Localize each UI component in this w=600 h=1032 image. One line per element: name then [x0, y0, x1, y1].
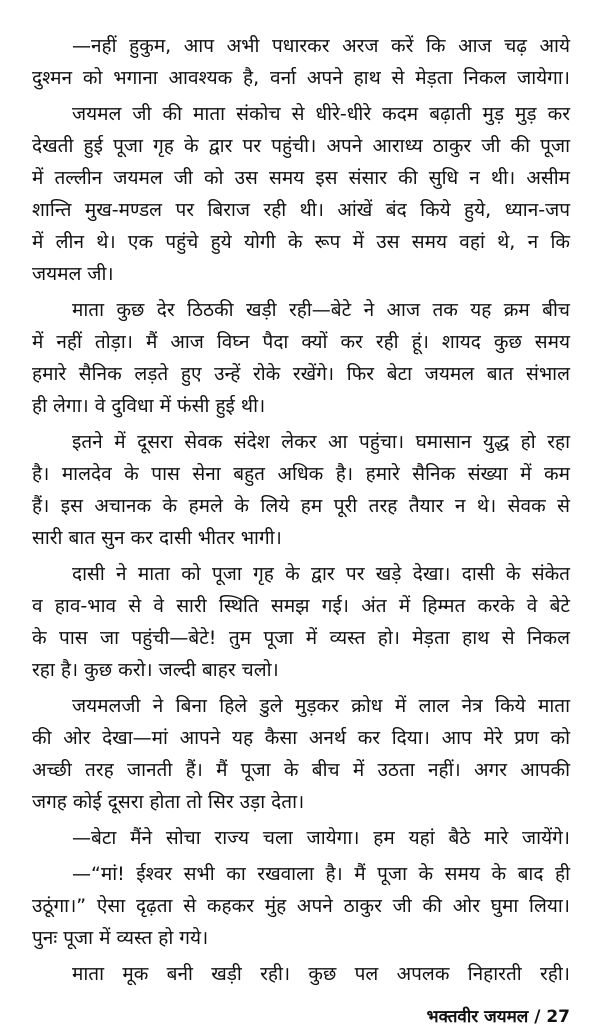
paragraph [32, 98, 570, 290]
text-line: जयमल जी। [32, 263, 114, 285]
text-line: में लीन थे। एक पहुंचे हुये योगी के रूप में उस समय वहां थे, न कि [32, 231, 570, 253]
paragraph [32, 294, 570, 422]
page-footer [427, 1004, 570, 1027]
text-line: दुश्मन को भगाना आवश्यक है, वर्ना अपने हाथ से मेड़ता निकल जायेगा। [32, 67, 570, 89]
text-line: जयमलजी ने बिना हिले डुले मुड़कर क्रोध में लाल नेत्र किये माता [72, 695, 570, 717]
text-line: —“मां! ईश्वर सभी का रखवाला है। मैं पूजा के समय के बाद ही [72, 863, 570, 885]
text-line: जगह कोई दूसरा होता तो सिर उड़ा देता। [32, 791, 305, 813]
text-line: हमारे सैनिक लड़ते हुए उन्हें रोके रखेंगे। फिर बेटा जयमल बात संभाल [32, 363, 570, 385]
footer-separator: / [528, 1007, 547, 1027]
text-line: शान्ति मुख-मण्डल पर बिराज रही थी। आंखें बंद किये हुये, ध्यान-जप [32, 199, 570, 221]
paragraph [32, 426, 570, 554]
text-line: में नहीं तोड़ा। मैं आज विघ्न पैदा क्यों कर रही हूं। शायद कुछ समय [32, 331, 570, 353]
text-line: माता कुछ देर ठिठकी खड़ी रही—बेटे ने आज तक यह क्रम बीच [72, 299, 570, 321]
paragraph [32, 858, 570, 954]
text-line: इतने में दूसरा सेवक संदेश लेकर आ पहुंचा। घमासान युद्ध हो रहा [72, 431, 570, 453]
text-line: ही लेगा। वे दुविधा में फंसी हुई थी। [32, 395, 266, 417]
text-line: की ओर देखा—मां आपने यह कैसा अनर्थ कर दिया। आप मेरे प्रण को [32, 727, 570, 749]
text-line: पुनः पूजा में व्यस्त हो गये। [32, 927, 209, 949]
page-number: 27 [546, 1007, 570, 1027]
paragraph [32, 30, 570, 94]
paragraph [32, 958, 570, 990]
text-line: सारी बात सुन कर दासी भीतर भागी। [32, 527, 282, 549]
book-title: भक्तवीर जयमल [426, 1007, 529, 1027]
text-line: है। मालदेव के पास सेना बहुत अधिक है। हमारे सैनिक संख्या में कम [32, 463, 570, 485]
text-line: —बेटा मैंने सोचा राज्य चला जायेगा। हम यहां बैठे मारे जायेंगे। [72, 827, 570, 849]
text-line: —नहीं हुकुम, आप अभी पधारकर अरज करें कि आज चढ़ आये [72, 35, 570, 57]
paragraph [32, 690, 570, 818]
text-line: में तल्लीन जयमल जी को उस समय इस संसार की सुधि न थी। असीम [32, 167, 570, 189]
paragraph [32, 558, 570, 686]
text-line: दासी ने माता को पूजा गृह के द्वार पर खड़े देखा। दासी के संकेत [72, 563, 570, 585]
text-line: व हाव-भाव से वे सारी स्थिति समझ गई। अंत में हिम्मत करके वे बेटे [32, 595, 570, 617]
text-line: जयमल जी की माता संकोच से धीरे-धीरे कदम बढ़ाती मुड़ मुड़ कर [72, 103, 570, 125]
text-line: अच्छी तरह जानती हैं। मैं पूजा के बीच में उठता नहीं। अगर आपकी [32, 759, 570, 781]
text-line: माता मूक बनी खड़ी रही। कुछ पल अपलक निहारती रही। [72, 963, 570, 985]
page-body [32, 30, 570, 994]
text-line: के पास जा पहुंची—बेटे! तुम पूजा में व्यस्त हो। मेड़ता हाथ से निकल [32, 627, 570, 649]
paragraph [32, 822, 570, 854]
text-line: उठूंगा।” ऐसा दृढ़ता से कहकर मुंह अपने ठाकुर जी की ओर घुमा लिया। [32, 895, 570, 917]
text-line: देखती हुई पूजा गृह के द्वार पर पहुंची। अपने आराध्य ठाकुर जी की पूजा [32, 135, 570, 157]
text-line: हैं। इस अचानक के हमले के लिये हम पूरी तरह तैयार न थे। सेवक से [32, 495, 570, 517]
text-line: रहा है। कुछ करो। जल्दी बाहर चलो। [32, 659, 279, 681]
